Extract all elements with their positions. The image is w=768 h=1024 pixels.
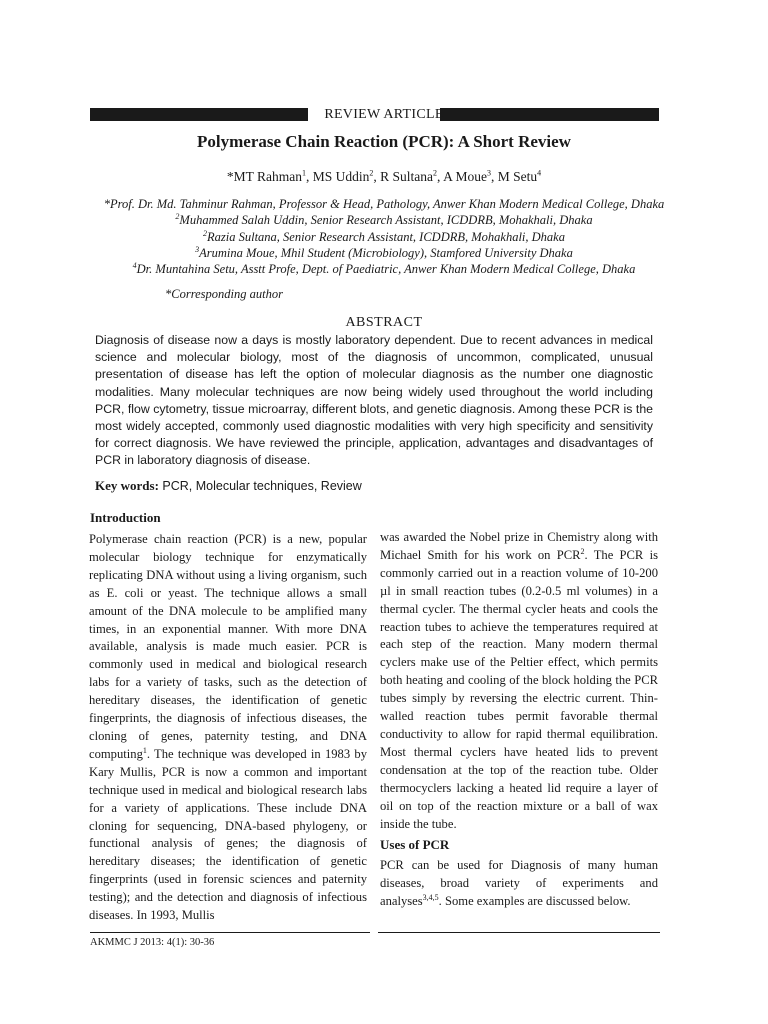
keywords-text: PCR, Molecular techniques, Review — [158, 479, 362, 493]
uses-of-pcr-text: PCR can be used for Diagnosis of many human diseases, broad variety of experiments and analyses$^{3,4,5}$. Some examples are discussed below. — [380, 858, 658, 908]
footer-rule-right — [378, 932, 660, 933]
author: M Setu$^4$ — [497, 168, 542, 184]
citation: 1 — [142, 745, 147, 755]
affiliation: $^3$Arumina Moue, Mhil Student (Microbiology), Stamfored University Dhaka — [195, 244, 573, 260]
author: A Moue$^3$, — [443, 168, 498, 184]
affiliation: $^2$Muhammed Salah Uddin, Senior Research Assistant, ICDDRB, Mohakhali, Dhaka — [175, 211, 593, 227]
affiliation: *Prof. Dr. Md. Tahminur Rahman, Professor & Head, Pathology, Anwer Khan Modern Medical College, Dhaka — [103, 197, 665, 211]
keywords — [95, 478, 362, 494]
affiliation: $^4$Dr. Muntahina Setu, Asstt Profe, Dept. of Paediatric, Anwer Khan Modern Medical College, Dhaka — [132, 260, 636, 276]
author: R Sultana$^2$, — [380, 168, 444, 184]
footer-rule-left — [90, 932, 370, 933]
uses-of-pcr-heading: Uses of PCR — [380, 837, 450, 852]
abstract-text: Diagnosis of disease now a days is mostly laboratory dependent. Due to recent advances in medical science and molecular biology, most of the diagnosis of uncommon, complicated, unusual presentation of disease has left the option of molecular diagnosis as the number one diagnostic modalities. Many molecular techniques are now being widely used throughout the world including PCR, flow cytometry, tissue microarray, different blots, and genetic diagnosis. Among these PCR is the most widely accepted, commonly used diagnostic modalities with very high specificity and sensitivity for correct diagnosis. We have reviewed the principle, application, advantages and disadvantages of PCR in laboratory diagnosis of disease. — [95, 333, 653, 468]
introduction-text: Polymerase chain reaction (PCR) is a new, popular molecular biology technique for enzymatically replicating DNA without using a living organism, such as E. coli or yeast. The technique allows a small amount of the DNA molecule to be amplified many times, in an exponential manner. With more DNA available, analysis is made much easier. PCR is commonly used in medical and biological research labs for a variety of tasks, such as the detection of hereditary diseases, the identification of genetic fingerprints, the diagnosis of infectious diseases, the cloning of genes, paternity testing, and DNA computing$^1$. The technique was developed in 1983 by Kary Mullis, PCR is now a common and important technique used in medical and biological research labs for a variety of applications. These include DNA cloning for sequencing, DNA-based phylogeny, or functional analysis of genes; the diagnosis of hereditary diseases; the identification of genetic fingerprints (used in forensic sciences and paternity testing); and the detection and diagnosis of infectious diseases. In 1993, Mullis — [89, 532, 367, 923]
corresponding-author-note: *Corresponding author — [165, 287, 283, 301]
affiliation: $^2$Razia Sultana, Senior Research Assistant, ICDDRB, Mohakhali, Dhaka — [203, 228, 565, 244]
article-type-label: REVIEW ARTICLE — [324, 107, 444, 122]
right-column-text: was awarded the Nobel prize in Chemistry along with Michael Smith for his work on PCR$^2$. The PCR is commonly carried out in a reaction volume of 10-200 µl in small reaction tubes (0.2-0.5 ml volumes) in a thermal cycler. The thermal cycler heats and cools the reaction tubes to achieve the temperatures required at each step of the reaction. Many modern thermal cyclers make use of the Peltier effect, which permits both heating and cooling of the block holding the PCR tubes simply by reversing the electric current. Thin-walled reaction tubes permit favorable thermal conductivity to allow for rapid thermal equilibration. Most thermal cyclers have heated lids to prevent condensation at the top of the reaction tube. Older thermocyclers lacking a heated lid require a layer of oil on top of the reaction mixture or a ball of wax inside the tube. — [380, 530, 658, 831]
journal-citation: AKMMC J 2013: 4(1): 30-36 — [90, 937, 215, 948]
author: *MT Rahman$^1$, — [226, 168, 313, 184]
author: MS Uddin$^2$, — [312, 168, 381, 184]
paper-title: Polymerase Chain Reaction (PCR): A Short Review — [197, 132, 571, 151]
abstract-heading: ABSTRACT — [345, 315, 423, 330]
introduction-heading: Introduction — [90, 510, 161, 525]
author-list — [0, 169, 768, 185]
citation: 2 — [580, 546, 585, 556]
citation: 3,4,5 — [422, 892, 439, 902]
keywords-label: Key words: — [95, 478, 159, 493]
